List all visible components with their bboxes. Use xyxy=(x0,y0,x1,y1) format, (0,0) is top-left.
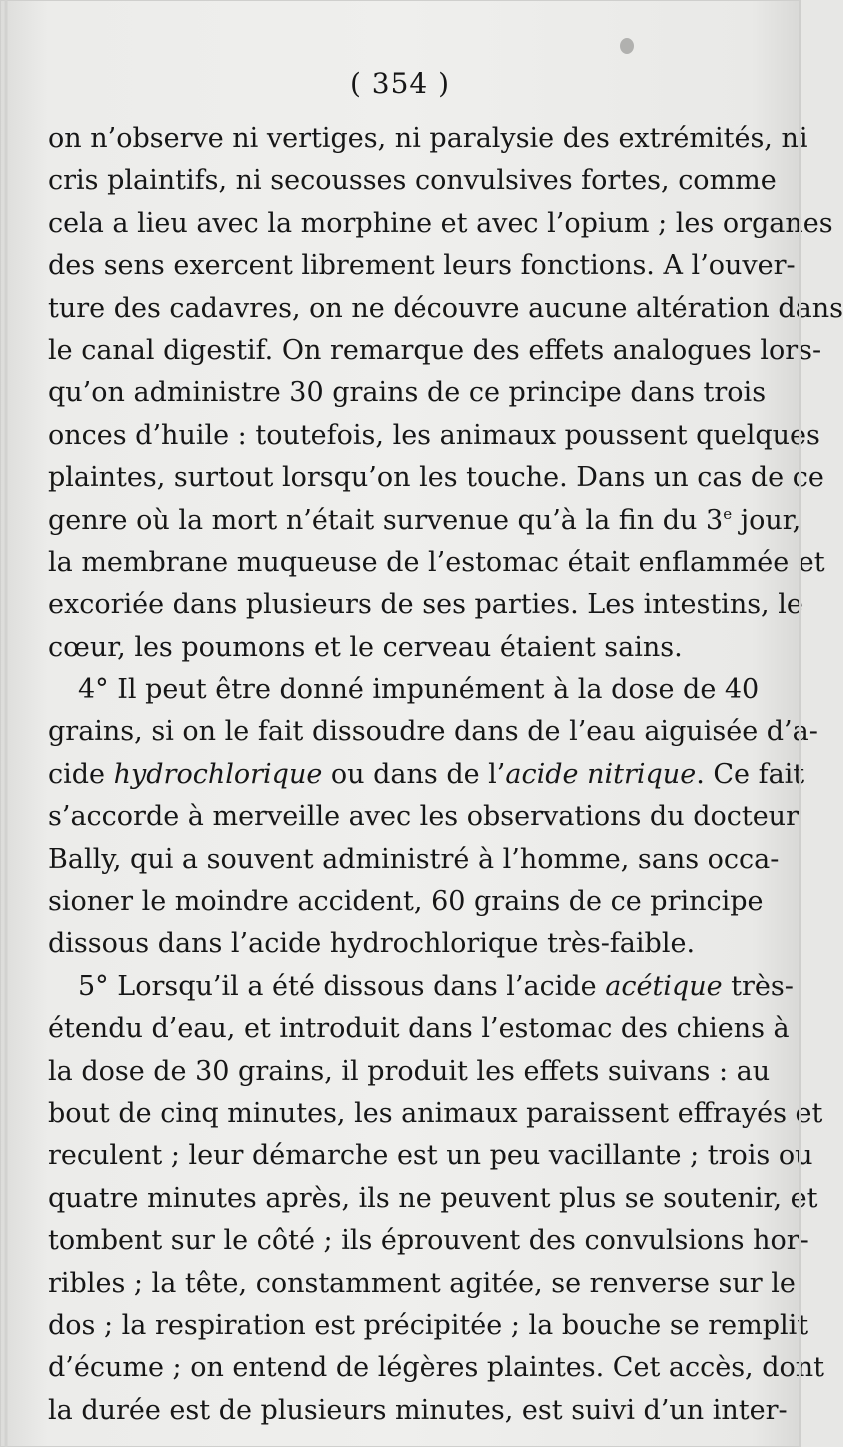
text-line: sioner le moindre accident, 60 grains de ce principe xyxy=(48,886,764,918)
text-line xyxy=(48,500,802,542)
page-number: ( 354 ) xyxy=(349,67,451,100)
text-line: étendu d’eau, et introduit dans l’estomac des chiens à xyxy=(48,1013,790,1045)
ordinal-superscript: e xyxy=(723,504,733,523)
paragraph-start-line xyxy=(48,966,794,1008)
text-line: s’accorde à merveille avec les observations du docteur xyxy=(48,801,799,833)
text-line: plaintes, surtout lorsqu’on les touche. Dans un cas de ce xyxy=(48,462,824,494)
text-line: grains, si on le fait dissoudre dans de l’eau aiguisée d’a- xyxy=(48,716,818,748)
text-line: cela a lieu avec la morphine et avec l’opium ; les organes xyxy=(48,207,833,239)
italic-term: acide nitrique xyxy=(505,758,697,790)
text-line xyxy=(48,754,805,796)
text-segment: . Ce fait xyxy=(696,758,805,790)
text-line: des sens exercent librement leurs fonctions. A l’ouver- xyxy=(48,250,796,282)
text-line: tombent sur le côté ; ils éprouvent des convulsions hor- xyxy=(48,1225,809,1257)
text-line: dissous dans l’acide hydrochlorique très-faible. xyxy=(48,928,696,960)
text-segment: genre où la mort n’était survenue qu’à la fin du 3 xyxy=(48,504,724,536)
text-line: la dose de 30 grains, il produit les effets suivans : au xyxy=(48,1055,771,1087)
text-segment: 5° Lorsqu’il a été dissous dans l’acide xyxy=(78,970,597,1002)
text-line: onces d’huile : toutefois, les animaux poussent quelques xyxy=(48,419,820,451)
text-line: cris plaintifs, ni secousses convulsives fortes, comme xyxy=(48,165,777,197)
italic-term: hydrochlorique xyxy=(113,758,323,790)
text-segment: cide xyxy=(48,758,106,790)
text-line: la durée est de plusieurs minutes, est suivi d’un inter- xyxy=(48,1394,788,1426)
text-line: ribles ; la tête, constamment agitée, se renverse sur le xyxy=(48,1267,796,1299)
text-line: dos ; la respiration est précipitée ; la bouche se remplit xyxy=(48,1309,809,1341)
text-line: quatre minutes après, ils ne peuvent plus se soutenir, et xyxy=(48,1182,818,1214)
body-text xyxy=(48,118,843,1432)
italic-term: acétique xyxy=(605,970,723,1002)
text-line: qu’on administre 30 grains de ce principe dans trois xyxy=(48,377,767,409)
text-line: excoriée dans plusieurs de ses parties. Les intestins, le xyxy=(48,589,803,621)
text-line: on n’observe ni vertiges, ni paralysie des extrémités, ni xyxy=(48,123,808,154)
text-segment: jour, xyxy=(732,504,802,536)
text-line: ture des cadavres, on ne découvre aucune altération dans xyxy=(48,292,843,324)
text-line: d’écume ; on entend de légères plaintes. Cet accès, dont xyxy=(48,1352,824,1384)
text-line: la membrane muqueuse de l’estomac était enflammée et xyxy=(48,546,825,578)
text-line: Bally, qui a souvent administré à l’homme, sans occa- xyxy=(48,843,780,875)
text-line: reculent ; leur démarche est un peu vacillante ; trois ou xyxy=(48,1140,813,1172)
text-line: cœur, les poumons et le cerveau étaient sains. xyxy=(48,631,683,663)
text-line: le canal digestif. On remarque des effets analogues lors- xyxy=(48,334,822,366)
text-segment: ou dans de l’ xyxy=(322,758,506,790)
text-line: bout de cinq minutes, les animaux paraissent effrayés et xyxy=(48,1097,823,1129)
text-segment: très- xyxy=(722,970,794,1002)
ink-spot xyxy=(620,38,634,54)
paragraph-start-line: 4° Il peut être donné impunément à la dose de 40 xyxy=(78,674,760,706)
